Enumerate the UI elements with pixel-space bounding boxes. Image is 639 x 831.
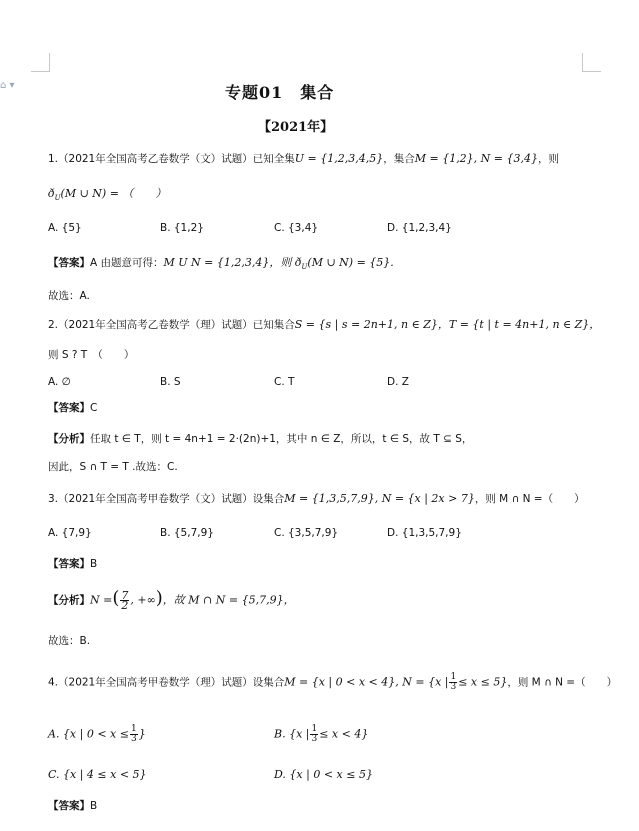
q3-answer-label: 【答案】 (48, 558, 90, 570)
q1-universal-set: U = {1,2,3,4,5} (294, 152, 384, 165)
q3-option-c[interactable]: C. {3,5,7,9} (274, 527, 339, 539)
q4-m-set: M = {x | 0 < x < 4} (284, 675, 396, 689)
q3-frac-den: 2 (121, 599, 129, 612)
q4-option-d[interactable] (274, 768, 373, 782)
q3-tail: ，则 M ∩ N =（ ） (474, 493, 585, 505)
q2-line2: 则 S ? T （ ） (48, 349, 135, 361)
q3-analysis-pre: N = (90, 593, 113, 607)
margin-corner-top-right (582, 53, 601, 72)
q3-frac-num: 7 (121, 589, 129, 602)
q1-answer (48, 256, 394, 274)
q3-analysis-post: ，故 M ∩ N = {5,7,9}， (162, 593, 295, 607)
q2-answer-value: C (90, 402, 98, 414)
q4-opt-d: D. {x | 0 < x ≤ 5} (274, 768, 373, 781)
q1-mid: ，集合 (383, 153, 415, 165)
q1-option-a[interactable]: A. {5} (48, 222, 82, 234)
q1-expression (48, 187, 166, 205)
q4-opt-a-num: 1 (130, 724, 137, 734)
q4-opt-a-post: } (138, 727, 146, 741)
margin-corner-top-left (31, 53, 50, 72)
q4-n-den: 3 (450, 682, 457, 692)
q3-option-d[interactable]: D. {1,3,5,7,9} (387, 527, 462, 539)
q2-option-a[interactable]: A. ∅ (48, 376, 71, 388)
q4-opt-b-den: 3 (311, 734, 318, 744)
q1-answer-sub: U (301, 263, 308, 272)
q2-lead: 2.（2021年全国高考乙卷数学（理）试题）已知集合 (48, 319, 295, 331)
q4-answer-value: B (90, 800, 98, 812)
q1-option-b[interactable]: B. {1,2} (160, 222, 204, 234)
q1-conclusion: 故选：A. (48, 290, 90, 302)
q1-answer-text: A 由题意可得： (90, 257, 164, 269)
year-heading: 【2021年】 (258, 120, 334, 135)
q3-lead: 3.（2021年全国高考甲卷数学（文）试题）设集合 (48, 493, 285, 505)
q2-analysis-label: 【分析】 (48, 433, 90, 445)
q1-complement-symbol: ð (48, 187, 55, 200)
q4-n-fraction (449, 673, 457, 692)
q1-mn-sets: M = {1,2}, N = {3,4} (414, 152, 539, 165)
q3-interval: , +∞ (130, 593, 156, 607)
q4-answer-label: 【答案】 (48, 800, 90, 812)
q4-tail: ，则 M ∩ N =（ ） (507, 676, 618, 689)
q1-stem (48, 152, 559, 166)
q4-option-b[interactable] (274, 725, 368, 744)
q4-opt-a-pre: A. {x | 0 < x ≤ (48, 727, 129, 741)
q4-opt-b-num: 1 (311, 724, 318, 734)
q4-opt-b-fraction (310, 725, 318, 744)
q2-option-b[interactable]: B. S (160, 376, 181, 388)
q2-stem (48, 318, 600, 332)
q3-stem (48, 492, 585, 506)
q4-option-a[interactable] (48, 725, 146, 744)
q3-conclusion: 故选：B. (48, 635, 91, 647)
q3-answer (48, 557, 97, 571)
q4-opt-b-post: ≤ x < 4} (319, 727, 369, 741)
q4-option-c[interactable] (48, 768, 147, 782)
q3-answer-value: B (90, 558, 98, 570)
q2-analysis-text: 任取 t ∈ T，则 t = 4n+1 = 2·(2n)+1，其中 n ∈ Z，所以，t ∈ S，故 T ⊆ S， (90, 433, 473, 445)
q3-analysis-label: 【分析】 (48, 594, 90, 607)
q3-option-b[interactable]: B. {5,7,9} (160, 527, 214, 539)
q1-answer-label: 【答案】 (48, 257, 90, 269)
q1-expr-rest: (M ∪ N) = （ ） (60, 187, 167, 200)
q1-lead: 1.（2021年全国高考乙卷数学（文）试题）已知全集 (48, 153, 295, 165)
q2-analysis (48, 432, 472, 446)
q3-option-a[interactable]: A. {7,9} (48, 527, 92, 539)
q1-complement-sub: U (54, 194, 61, 203)
q2-conclusion: 因此，S ∩ T = T .故选：C. (48, 461, 178, 473)
q2-option-d[interactable]: D. Z (387, 376, 409, 388)
q1-option-d[interactable]: D. {1,2,3,4} (387, 222, 452, 234)
q4-lead: 4.（2021年全国高考甲卷数学（理）试题）设集合 (48, 676, 285, 689)
q2-answer-label: 【答案】 (48, 402, 90, 414)
q3-sets: M = {1,3,5,7,9}, N = {x | 2x > 7} (284, 492, 475, 505)
q4-n-num: 1 (450, 672, 457, 682)
q2-t-def: ，T = {t | t = 4n+1, n ∈ Z}， (437, 318, 601, 331)
q4-opt-c: C. {x | 4 ≤ x < 5} (48, 768, 147, 781)
q2-s-def: S = {s | s = 2n+1, n ∈ Z} (294, 318, 438, 331)
q4-n-pre: , N = {x | (395, 675, 449, 689)
page-title: 专题01 集合 (225, 83, 335, 102)
q4-opt-b-pre: B. {x | (274, 727, 310, 741)
q1-answer-expr: M U N = {1,2,3,4}，则 ð (163, 256, 302, 269)
side-anchor-icon[interactable]: ⌂ ▾ (0, 80, 15, 91)
q2-option-c[interactable]: C. T (274, 376, 295, 388)
q1-answer-expr2: (M ∪ N) = {5}. (307, 256, 394, 269)
q4-answer (48, 799, 97, 813)
q4-opt-a-den: 3 (130, 734, 137, 744)
q4-opt-a-fraction (130, 725, 138, 744)
q3-fraction (120, 591, 129, 610)
q1-option-c[interactable]: C. {3,4} (274, 222, 319, 234)
q1-tail: ，则 (538, 153, 560, 165)
q4-n-post: ≤ x ≤ 5} (458, 675, 508, 689)
q2-answer (48, 401, 97, 415)
q4-stem (48, 673, 617, 692)
q3-analysis: 【分析】N =( $\frac{7}{2}$ , +∞)，故 M ∩ N = {5,7,9}， (48, 587, 295, 612)
